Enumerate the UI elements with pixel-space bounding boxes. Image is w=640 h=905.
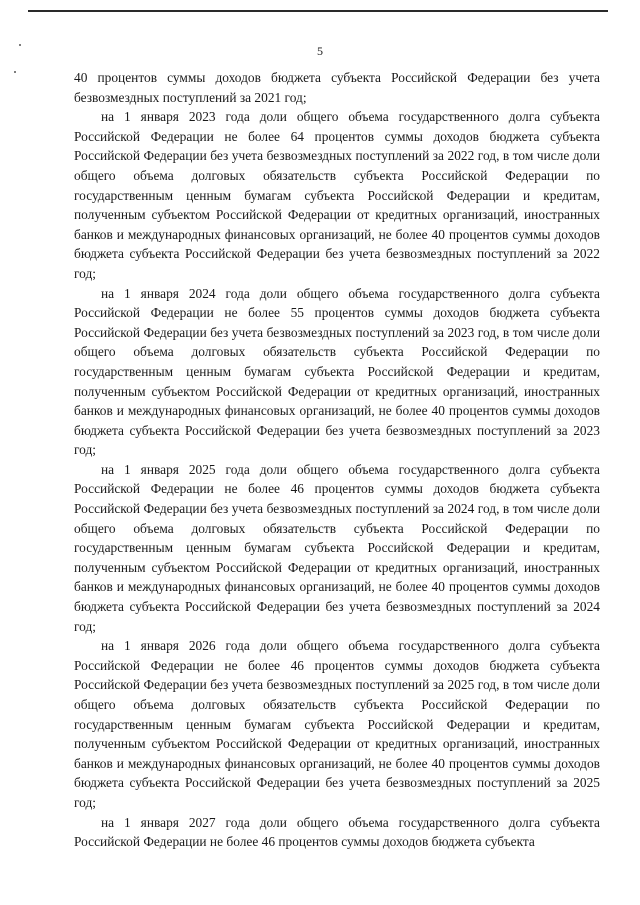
paragraph-2023: на 1 января 2023 года доли общего объема государственного долга субъекта Российской Федерации не более 64 процентов суммы доходов бюджета субъекта Российской Федерации без учета безвозмездных поступлений за 2022 год, в том числе доли общего объема долговых обязательств субъекта Российской Федерации по государственным ценным бумагам субъекта Российской Федерации и кредитам, полученным субъектом Российской Федерации от кредитных организаций, иностранных банков и международных финансовых организаций, не более 40 процентов суммы доходов бюджета субъекта Российской Федерации без учета безвозмездных поступлений за 2022 год; [74, 109, 600, 281]
paragraph-2026: на 1 января 2026 года доли общего объема государственного долга субъекта Российской Федерации не более 46 процентов суммы доходов бюджета субъекта Российской Федерации без учета безвозмездных поступлений за 2025 год, в том числе доли общего объема долговых обязательств субъекта Российской Федерации по государственным ценным бумагам субъекта Российской Федерации и кредитам, полученным субъектом Российской Федерации от кредитных организаций, иностранных банков и международных финансовых организаций, не более 40 процентов суммы доходов бюджета субъекта Российской Федерации без учета безвозмездных поступлений за 2025 год; [74, 638, 600, 810]
paragraph-2025: на 1 января 2025 года доли общего объема государственного долга субъекта Российской Федерации не более 46 процентов суммы доходов бюджета субъекта Российской Федерации без учета безвозмездных поступлений за 2024 год, в том числе доли общего объема долговых обязательств субъекта Российской Федерации по государственным ценным бумагам субъекта Российской Федерации и кредитам, полученным субъектом Российской Федерации от кредитных организаций, иностранных банков и международных финансовых организаций, не более 40 процентов суммы доходов бюджета субъекта Российской Федерации без учета безвозмездных поступлений за 2024 год; [74, 461, 600, 634]
document-body [74, 68, 600, 852]
scan-top-edge-line [28, 10, 608, 12]
paragraph-2027: на 1 января 2027 года доли общего объема государственного долга субъекта Российской Федерации не более 46 процентов суммы доходов бюджета субъекта [74, 814, 600, 850]
paragraph-continued: 40 процентов суммы доходов бюджета субъекта Российской Федерации без учета безвозмездных поступлений за 2021 год; [74, 70, 600, 105]
paragraph-2024: на 1 января 2024 года доли общего объема государственного долга субъекта Российской Федерации не более 55 процентов суммы доходов бюджета субъекта Российской Федерации без учета безвозмездных поступлений за 2023 год, в том числе доли общего объема долговых обязательств субъекта Российской Федерации по государственным ценным бумагам субъекта Российской Федерации и кредитам, полученным субъектом Российской Федерации от кредитных организаций, иностранных банков и международных финансовых организаций, не более 40 процентов суммы доходов бюджета субъекта Российской Федерации без учета безвозмездных поступлений за 2023 год; [74, 285, 600, 458]
scan-speck [14, 71, 16, 73]
page-number: 5 [317, 44, 323, 58]
